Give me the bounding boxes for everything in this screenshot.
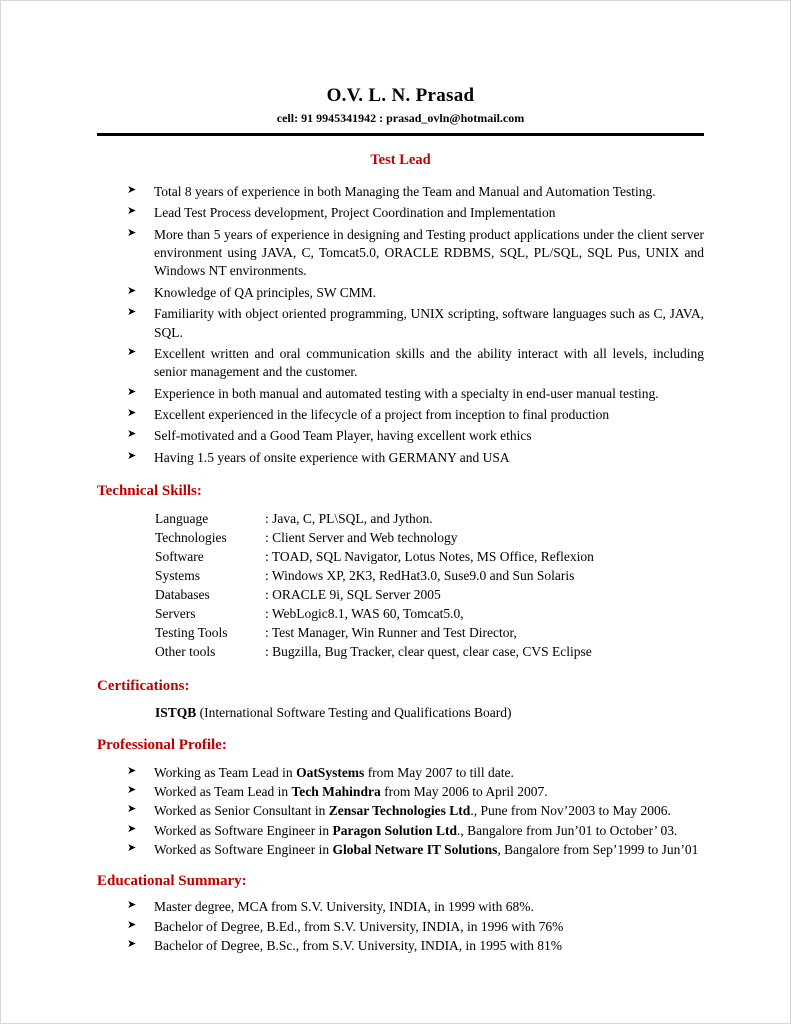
education-list [97, 898, 704, 955]
profile-item-company: Paragon Solution Ltd [332, 822, 458, 838]
skill-value: : Java, C, PL\SQL, and Jython. [265, 511, 433, 527]
skill-value: : TOAD, SQL Navigator, Lotus Notes, MS Office, Reflexion [265, 548, 594, 564]
skill-value: : Client Server and Web technology [265, 529, 458, 545]
profile-item-post: from May 2006 to April 2007. [380, 784, 548, 800]
skill-value: : Test Manager, Win Runner and Test Director, [265, 624, 517, 640]
resume-body [1, 1, 790, 1023]
profile-item-pre: Worked as Software Engineer in [154, 822, 333, 838]
education-item: ➤ Bachelor of Degree, B.Sc., from S.V. University, INDIA, in 1995 with 81% [127, 937, 704, 955]
skill-label: Language [155, 511, 209, 527]
skill-row [155, 643, 594, 662]
skill-row [155, 567, 594, 586]
header-divider [97, 133, 704, 136]
profile-item [127, 841, 704, 859]
profile-item-company: Tech Mahindra [291, 784, 381, 800]
summary-item: ➤ Knowledge of QA principles, SW CMM. [127, 284, 704, 302]
skill-value: : WebLogic8.1, WAS 60, Tomcat5.0, [265, 605, 464, 621]
job-title: Test Lead [370, 152, 431, 168]
profile-item-post: ., Bangalore from Jun’01 to October’ 03. [457, 822, 678, 838]
technical-skills-table [155, 510, 594, 662]
skill-label: Testing Tools [155, 624, 228, 640]
profile-item-post: ., Pune from Nov’2003 to May 2006. [470, 803, 671, 819]
summary-item: ➤ Total 8 years of experience in both Managing the Team and Manual and Automation Testing. [127, 183, 704, 201]
profile-item [127, 822, 704, 840]
skill-row [155, 529, 594, 548]
profile-item-company: Global Netware IT Solutions [332, 842, 498, 858]
skill-row [155, 624, 594, 643]
summary-item: ➤ Experience in both manual and automated testing with a specialty in end-user manual testing. [127, 385, 704, 403]
skill-label: Software [155, 548, 204, 564]
skill-label: Servers [155, 605, 196, 621]
summary-list [97, 183, 704, 467]
section-heading-professional-profile: Professional Profile: [97, 736, 227, 753]
profile-item-company: OatSystems [296, 764, 365, 780]
professional-profile-list [97, 764, 704, 860]
summary-item: ➤ Excellent written and oral communication skills and the ability interact with all levels, including senior management and the customer. [127, 345, 704, 382]
contact-line: cell: 91 9945341942 : prasad_ovln@hotmail.com [276, 111, 525, 125]
profile-item-pre: Worked as Software Engineer in [154, 842, 333, 858]
skill-row [155, 510, 594, 529]
skill-label: Databases [155, 586, 210, 602]
skill-label: Technologies [155, 529, 227, 545]
summary-item: ➤ Having 1.5 years of onsite experience with GERMANY and USA [127, 449, 704, 467]
skill-row [155, 548, 594, 567]
certification-item [155, 705, 704, 721]
candidate-name: O.V. L. N. Prasad [326, 85, 475, 106]
summary-item: ➤ Excellent experienced in the lifecycle of a project from inception to final production [127, 406, 704, 424]
skill-value: : ORACLE 9i, SQL Server 2005 [265, 586, 441, 602]
skill-value: : Bugzilla, Bug Tracker, clear quest, clear case, CVS Eclipse [265, 643, 592, 659]
skill-label: Systems [155, 567, 201, 583]
skill-label: Other tools [155, 643, 216, 659]
skill-row [155, 586, 594, 605]
education-item: ➤ Bachelor of Degree, B.Ed., from S.V. University, INDIA, in 1996 with 76% [127, 918, 704, 936]
section-heading-certifications: Certifications: [97, 677, 190, 694]
summary-item: ➤ Self-motivated and a Good Team Player, having excellent work ethics [127, 427, 704, 445]
profile-item [127, 802, 704, 820]
skill-row [155, 605, 594, 624]
profile-item-pre: Worked as Team Lead in [154, 784, 292, 800]
profile-item-post: from May 2007 to till date. [364, 764, 514, 780]
certification-detail: (International Software Testing and Qualifications Board) [196, 704, 512, 720]
profile-item [127, 783, 704, 801]
profile-item-post: , Bangalore from Sep’1999 to Jun’01 [497, 842, 699, 858]
section-heading-educational-summary: Educational Summary: [97, 873, 247, 890]
skill-value: : Windows XP, 2K3, RedHat3.0, Suse9.0 and Sun Solaris [265, 567, 575, 583]
summary-item: ➤ More than 5 years of experience in designing and Testing product applications under the client server environment using JAVA, C, Tomcat5.0, ORACLE RDBMS, SQL, PL/SQL, SQL Pus, UNIX and Windows NT environments. [127, 226, 704, 281]
certification-name: ISTQB [155, 704, 197, 720]
education-item: ➤ Master degree, MCA from S.V. University, INDIA, in 1999 with 68%. [127, 898, 704, 916]
summary-item: ➤ Lead Test Process development, Project Coordination and Implementation [127, 204, 704, 222]
profile-item-pre: Working as Team Lead in [154, 764, 297, 780]
profile-item-company: Zensar Technologies Ltd [328, 803, 471, 819]
summary-item: ➤ Familiarity with object oriented programming, UNIX scripting, software languages such as C, JAVA, SQL. [127, 305, 704, 342]
section-heading-technical-skills: Technical Skills: [97, 483, 202, 500]
profile-item [127, 764, 704, 782]
profile-item-pre: Worked as Senior Consultant in [154, 803, 329, 819]
